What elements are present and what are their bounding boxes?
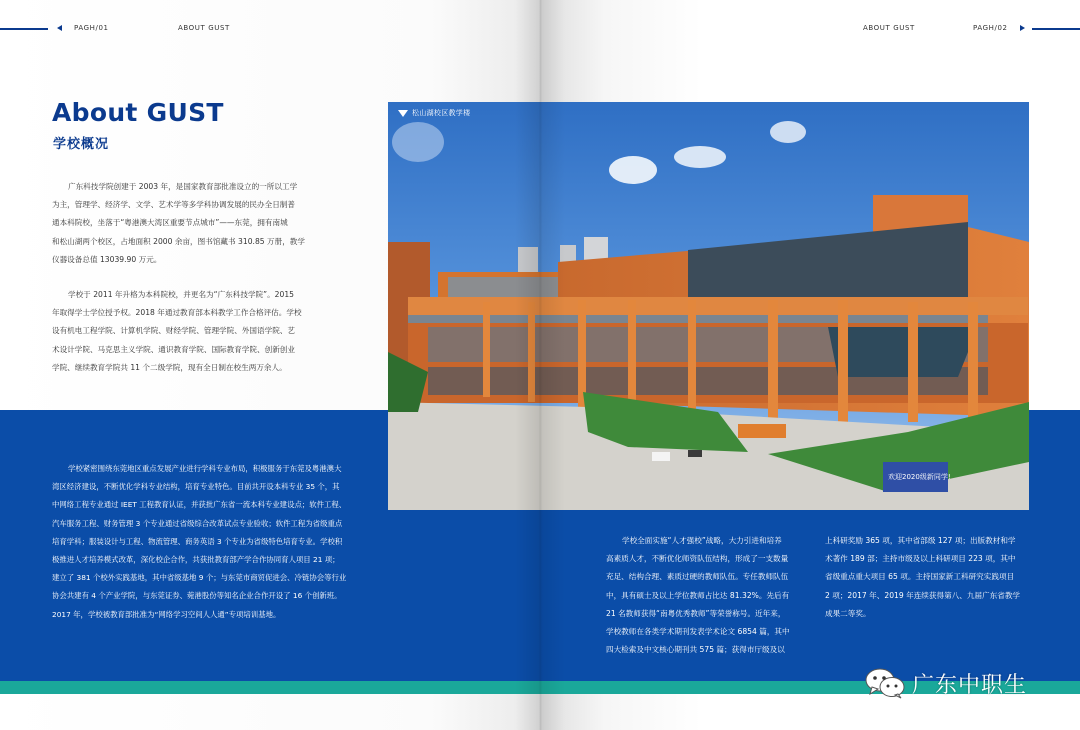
header-rule-left [0,28,48,30]
text-line: 年取得学士学位授予权。2018 年通过教育部本科教学工作合格评估。学校 [52,308,302,318]
text-line: 通本科院校，坐落于“粤港澳大湾区重要节点城市”——东莞，拥有南城 [52,218,288,228]
left-running-title: ABOUT GUST [178,24,230,32]
text-line: 中，具有硕士及以上学位教师占比达 81.32%。先后有 [606,590,790,600]
text-line: 极推进人才培养模式改革，深化校企合作，共获批教育部产学合作协同育人项目 21 项； [52,555,340,565]
page-title-en: About GUST [52,98,224,127]
paragraph-history [52,286,322,377]
paragraph-intro [52,178,322,269]
text-line: 术设计学院、马克思主义学院、通识教育学院、国际教育学院、创新创业 [52,344,295,354]
text-line: 充足、结构合理、素质过硬的教师队伍。专任教师队伍 [606,572,789,582]
text-line: 学校教师在各类学术期刊发表学术论文 6854 篇，其中 [606,627,790,637]
text-line: 为主，管理学、经济学、文学、艺术学等多学科协调发展的民办全日制普 [52,200,295,210]
caption-marker-icon [398,110,408,117]
paragraph-disciplines [52,460,377,624]
page-title-cn: 学校概况 [53,137,110,152]
text-line: 省级重点重大项目 65 项。主持国家新工科研究实践项目 [825,572,1015,582]
text-line: 学校全面实施“人才强校”战略，大力引进和培养 [622,536,782,545]
watermark [864,667,1027,699]
text-line: 术著作 189 部；主持市级及以上科研项目 223 项，其中 [825,554,1016,564]
text-line: 2017 年，学校被教育部批准为“网络学习空间人人通”专项培训基地。 [52,609,281,619]
wechat-icon [864,667,906,699]
text-line: 高素质人才，不断优化师资队伍结构，形成了一支数量 [606,554,789,564]
text-line: 成果二等奖。 [825,608,871,618]
teal-stripe-left [0,681,540,694]
right-running-title: ABOUT GUST [863,24,915,32]
text-line: 2 项；2017 年、2019 年连续获得第八、九届广东省教学 [825,590,1021,600]
welcome-banner: 欢迎2020级新同学! [888,473,951,481]
text-line: 中网络工程专业通过 IEET 工程教育认证，并获批广东省一流本科专业建设点；软件工程、 [52,500,347,510]
header-arrow-right-icon [1020,25,1025,31]
text-line: 设有机电工程学院、计算机学院、财经学院、管理学院、外国语学院、艺 [52,326,295,336]
text-line: 协会共建有 4 个产业学院，与东莞证券、菀港股份等知名企业合作开设了 16 个创新班。 [52,591,342,601]
header-arrow-left-icon [57,25,62,31]
paragraph-research [825,532,1025,623]
campus-building-photo [388,102,1029,510]
watermark-text: 广东中职生 [912,672,1028,698]
photo-caption: 松山湖校区教学楼 [412,109,471,117]
text-line: 仪器设备总值 13039.90 万元。 [52,254,162,264]
paragraph-faculty [606,532,806,659]
text-line: 上科研奖励 365 项，其中省部级 127 项；出版教材和学 [825,536,1016,545]
text-line: 21 名教师获得“南粤优秀教师”等荣誉称号。近年来， [606,608,786,618]
text-line: 学院、继续教育学院共 11 个二级学院，现有全日制在校生两万余人。 [52,362,287,372]
text-line: 湾区经济建设，不断优化学科专业结构，培育专业特色。目前共开设本科专业 35 个，其 [52,482,340,492]
left-page-number: PAGH/01 [74,24,109,32]
text-line: 汽车服务工程、财务管理 3 个专业通过省级综合改革试点专业验收；软件工程为省级重点 [52,518,343,528]
text-line: 广东科技学院创建于 2003 年，是国家教育部批准设立的一所以工学 [68,182,298,191]
text-line: 学校于 2011 年升格为本科院校，并更名为“广东科技学院”。2015 [68,290,295,299]
text-line: 建立了 381 个校外实践基地，其中省级基地 9 个；与东莞市商贸促进会、冷链协会等行业 [52,573,347,583]
text-line: 培育学科；服装设计与工程、物流管理、商务英语 3 个专业为省级特色培育专业。学校积 [52,536,343,546]
text-line: 和松山湖两个校区，占地面积 2000 余亩，图书馆藏书 310.85 万册，教学 [52,236,305,246]
text-line: 学校紧密围绕东莞地区重点发展产业进行学科专业布局，积极服务于东莞及粤港澳大 [68,464,342,473]
text-line: 四大检索及中文核心期刊共 575 篇；获得市厅级及以 [606,645,785,655]
right-page-number: PAGH/02 [973,24,1008,32]
header-rule-right [1032,28,1080,30]
